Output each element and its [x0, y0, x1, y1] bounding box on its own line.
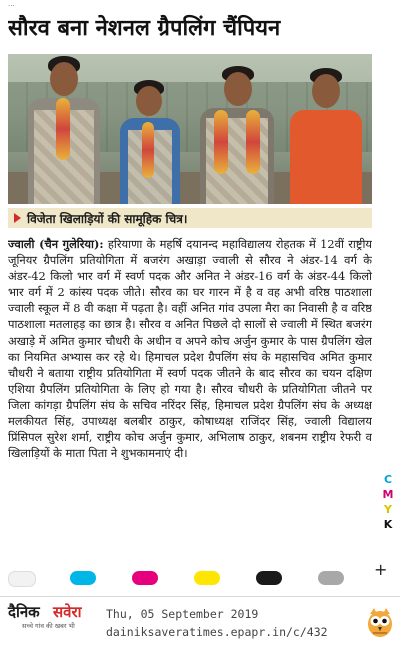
cmyk-marks [382, 472, 394, 552]
calibration-dot [8, 571, 36, 587]
calibration-dot [194, 571, 220, 585]
person-3-garland [214, 110, 228, 174]
person-1-garland [56, 98, 70, 160]
color-calibration-dots [8, 571, 376, 585]
person-3-garland-2 [246, 110, 260, 174]
person-2-garland [142, 122, 154, 178]
owl-icon[interactable] [366, 606, 394, 638]
top-cutoff-text: ... [8, 0, 15, 8]
person-2 [114, 74, 186, 204]
photo-caption: विजेता खिलाड़ियों की सामूहिक चित्र। [27, 211, 188, 226]
article-text: हरियाणा के महर्षि दयानन्द महाविद्यालय रोहतक में 12वीं राष्ट्रीय जूनियर ग्रैपलिंग प्रतियोगिता में बजरंग अखाड़ा ज्वाली से सौरव ने अंडर-14 वर्ग के अंडर-42 किलो भार वर्ग में स्वर्ण पदक और अनित ने अंडर-16 वर्ग के अंडर-44 किलो भार वर्ग में 2 कांस्य पदक जीते। सौरव का घर गारन में है व वह अभी वरिष्ठ पाठशाला ज्वाली स्कूल में 8 वी कक्षा में पढ़ता है। वहीं अनित गांव उपला मैरा का निवासी है व वरिष्ठ पाठशाला मतलाहड़ का छात्र है। सौरव व अनित पिछले दो सालों से ज्वाली में स्थित बजरंग अखाड़े में अमित कुमार चौधरी के अधीन व अपने कोच अर्जुन कुमार के पास ग्रैपलिंग खेल का नियमित अभ्यास कर रहे थे। हिमाचल प्रदेश ग्रैपलिंग संघ के महासचिव अमित कुमार चौधरी ने बताया राष्ट्रीय प्रतियोगिता में स्वर्ण पदक जीतने के बाद सौरव का चयन दक्षिण एशिया ग्रैपलिंग प्रतियोगिता के लिए हो गया है। सौरव चौधरी के प्रतियोगिता जीतने पर जिला कांगड़ा ग्रैपलिंग संघ के सचिव नरिंदर सिंह, हिमाचल प्रदेश ग्रैपलिंग संघ के अध्यक्ष मलकीयत सिंह, उपाध्यक्ष बलबीर ठाकुर, कोषाध्यक्ष राजिंदर सिंह, ज्वाली विद्यालय प्रिंसिपल सुरेश शर्मा, राष्ट्रीय कोच अर्जुन कुमार, अभिलाष ठाकुर, शबनम राष्ट्रीय रेफरी व खिलाड़ियों के माता पिता ने शुभकामनाएं दी। [8, 237, 372, 461]
footer-divider [0, 596, 400, 597]
person-1 [24, 54, 104, 204]
owl-icon-svg [366, 606, 394, 638]
calibration-dot [70, 571, 96, 585]
cmyk-letter-m: M [382, 488, 394, 501]
caption-triangle-icon [14, 213, 21, 223]
cmyk-letter-c: C [383, 473, 393, 486]
registration-mark-icon: + [374, 560, 388, 579]
news-photo [8, 54, 372, 204]
footer-date: Thu, 05 September 2019 [106, 607, 259, 621]
headline: सौरव बना नेशनल ग्रैपलिंग चैंपियन [8, 16, 281, 41]
newspaper-logo [8, 602, 100, 642]
photo-caption-bar [8, 208, 372, 228]
person-1-head [50, 62, 78, 96]
logo-word-2: सवेरा [53, 603, 82, 621]
cmyk-letter-k: K [383, 518, 393, 531]
article-dateline: ज्वाली (चैन गुलेरिया): [8, 237, 104, 251]
person-2-head [136, 86, 162, 116]
person-3-head [224, 72, 252, 106]
calibration-dot [132, 571, 158, 585]
logo-word-1: दैनिक [8, 603, 40, 621]
article-body [8, 236, 372, 561]
person-3 [194, 60, 280, 204]
person-4 [286, 64, 366, 204]
calibration-dot [256, 571, 282, 585]
calibration-dot [318, 571, 344, 585]
person-4-body [290, 110, 362, 204]
logo-tagline: सच्चे गांव की खबर भी [22, 622, 75, 630]
person-4-head [312, 74, 340, 108]
footer-url[interactable]: dainiksaveratimes.epapr.in/c/432 [106, 625, 328, 639]
cmyk-letter-y: Y [384, 503, 392, 516]
